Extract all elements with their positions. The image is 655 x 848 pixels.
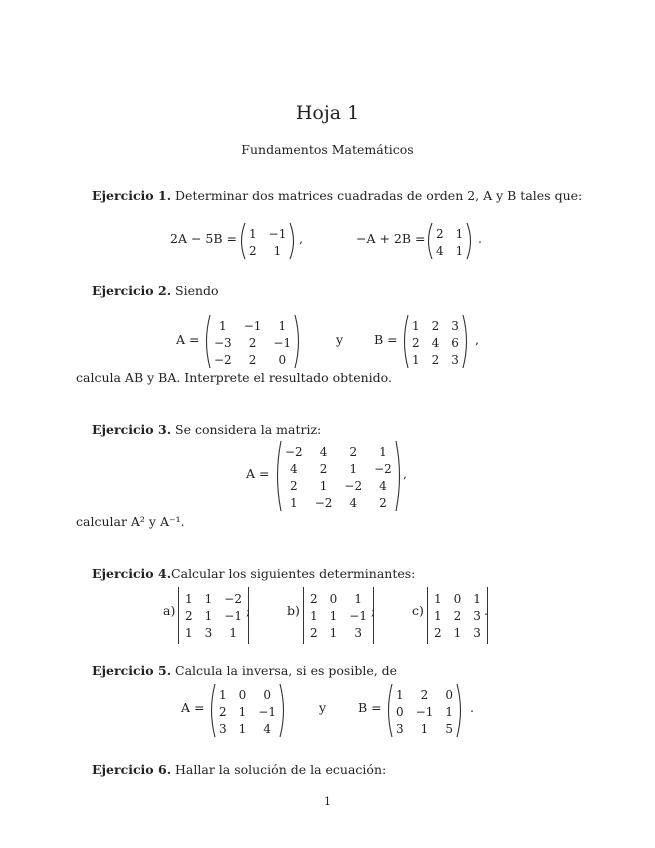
- matrix-entries: [216, 683, 279, 740]
- exercise-3-statement: [92, 422, 321, 437]
- matrix-entry: 0: [263, 687, 271, 702]
- exercise-4-text: Calcular los siguientes determinantes:: [171, 566, 416, 581]
- exercise-6-heading: Ejercicio 6.: [92, 762, 172, 777]
- matrix-entry: 2: [379, 495, 387, 510]
- matrix-entry: −1: [243, 318, 262, 333]
- matrix-entry: 1: [455, 243, 464, 258]
- ex1-end: .: [478, 231, 482, 246]
- matrix-entries: [307, 587, 370, 644]
- matrix-entry: 0: [453, 591, 462, 606]
- matrix-entry: −2: [214, 352, 232, 367]
- matrix-entry: 2: [185, 608, 193, 623]
- matrix-entry: 1: [329, 608, 338, 623]
- matrix-entries: [433, 222, 466, 262]
- matrix-entry: 1: [349, 461, 358, 476]
- matrix-entry: 1: [455, 226, 464, 241]
- matrix-entry: 1: [412, 318, 420, 333]
- matrix-entry: −1: [415, 704, 434, 719]
- matrix-entry: 2: [290, 478, 298, 493]
- ex4-label-c: c): [412, 603, 424, 618]
- ex5-end: .: [470, 700, 474, 715]
- matrix-entry: 1: [434, 608, 442, 623]
- matrix-entry: 1: [219, 687, 227, 702]
- ex2-matrix-b: [401, 314, 470, 371]
- right-paren: [395, 440, 403, 514]
- matrix-entry: 4: [431, 335, 440, 350]
- ex1-matrix-1: [238, 222, 297, 262]
- matrix-entry: 4: [349, 495, 358, 510]
- matrix-entry: 3: [451, 318, 459, 333]
- matrix-entry: 2: [248, 352, 257, 367]
- ex2-lhs-a: A =: [176, 332, 200, 347]
- matrix-entry: 3: [219, 721, 227, 736]
- ex4-determinant-c: [424, 587, 491, 644]
- matrix-entry: 0: [396, 704, 404, 719]
- matrix-entry: 1: [204, 591, 213, 606]
- matrix-entries: [393, 683, 456, 740]
- matrix-entry: 1: [379, 444, 387, 459]
- matrix-entry: 1: [219, 318, 227, 333]
- exercise-4-statement: [92, 566, 415, 581]
- matrix-entry: 2: [436, 226, 444, 241]
- left-paren: [425, 222, 433, 262]
- matrix-entry: 2: [431, 352, 440, 367]
- matrix-entry: −1: [224, 608, 242, 623]
- matrix-entry: 6: [451, 335, 459, 350]
- matrix-entry: 1: [445, 704, 453, 719]
- ex5-matrix-a: [208, 683, 287, 740]
- left-paren: [401, 314, 409, 371]
- ex1-separator: ,: [299, 231, 303, 246]
- matrix-entries: [246, 222, 289, 262]
- exercise-5-text: Calcula la inversa, si es posible, de: [171, 663, 398, 678]
- matrix-entry: 0: [278, 352, 287, 367]
- page-title: Hoja 1: [295, 102, 360, 124]
- matrix-entry: −1: [268, 226, 287, 241]
- left-paren: [208, 683, 216, 740]
- matrix-entry: 1: [473, 591, 481, 606]
- ex4-label-b: b): [287, 603, 300, 618]
- matrix-entry: 1: [329, 625, 338, 640]
- ex4-label-a: a): [163, 603, 176, 618]
- ex1-lhs-2: −A + 2B =: [356, 231, 426, 246]
- matrix-entry: −2: [224, 591, 242, 606]
- matrix-entry: 2: [349, 444, 358, 459]
- matrix-entry: 2: [420, 687, 429, 702]
- matrix-entry: 4: [290, 461, 298, 476]
- matrix-entry: 0: [329, 591, 338, 606]
- matrix-entry: 1: [354, 591, 362, 606]
- matrix-entry: 1: [238, 721, 247, 736]
- matrix-entry: 4: [319, 444, 328, 459]
- right-paren: [279, 683, 287, 740]
- ex2-conjunction: y: [336, 332, 344, 347]
- page-subtitle: Fundamentos Matemáticos: [241, 142, 414, 157]
- matrix-entry: 2: [319, 461, 328, 476]
- ex2-end: ,: [475, 332, 479, 347]
- right-paren: [466, 222, 474, 262]
- matrix-entry: 2: [412, 335, 420, 350]
- ex5-lhs-b: B =: [358, 700, 382, 715]
- ex4-determinant-a: [175, 587, 252, 644]
- ex2-after-text: calcula AB y BA. Interprete el resultado obtenido.: [76, 370, 392, 385]
- matrix-entry: −2: [344, 478, 363, 493]
- matrix-entries: [282, 440, 395, 514]
- det-bar-left: [178, 587, 179, 644]
- det-bar-left: [303, 587, 304, 644]
- ex3-matrix-a: [274, 440, 403, 514]
- matrix-entry: 3: [354, 625, 362, 640]
- matrix-entry: −2: [314, 495, 333, 510]
- matrix-entry: 0: [445, 687, 453, 702]
- right-paren: [289, 222, 297, 262]
- matrix-entry: 1: [204, 608, 213, 623]
- matrix-entries: [431, 587, 484, 644]
- exercise-2-heading: Ejercicio 2.: [92, 283, 172, 298]
- matrix-entry: 1: [319, 478, 328, 493]
- matrix-entry: 1: [290, 495, 298, 510]
- matrix-entry: 4: [263, 721, 271, 736]
- matrix-entry: 3: [473, 608, 481, 623]
- matrix-entry: 1: [412, 352, 420, 367]
- matrix-entry: 1: [434, 591, 442, 606]
- ex4-determinant-b: [300, 587, 377, 644]
- left-paren: [238, 222, 246, 262]
- matrix-entry: 2: [248, 335, 257, 350]
- matrix-entry: 0: [238, 687, 247, 702]
- ex1-lhs-1: 2A − 5B =: [170, 231, 237, 246]
- ex4-end: .: [484, 603, 488, 618]
- exercise-2-statement: [92, 283, 219, 298]
- matrix-entry: 5: [445, 721, 453, 736]
- left-paren: [385, 683, 393, 740]
- ex2-lhs-b: B =: [374, 332, 398, 347]
- exercise-3-text: Se considera la matriz:: [171, 422, 322, 437]
- matrix-entry: 2: [219, 704, 227, 719]
- ex5-conjunction: y: [319, 700, 327, 715]
- ex3-lhs-a: A =: [246, 466, 270, 481]
- matrix-entry: 1: [249, 226, 257, 241]
- matrix-entry: 1: [185, 591, 193, 606]
- matrix-entry: −2: [285, 444, 303, 459]
- exercise-3-heading: Ejercicio 3.: [92, 422, 172, 437]
- matrix-entry: 1: [229, 625, 237, 640]
- ex4-sep-b: ;: [371, 603, 376, 618]
- matrix-entry: −3: [214, 335, 232, 350]
- matrix-entry: 3: [396, 721, 404, 736]
- matrix-entry: 3: [473, 625, 481, 640]
- right-paren: [462, 314, 470, 371]
- matrix-entry: 1: [453, 625, 462, 640]
- matrix-entry: 1: [310, 608, 318, 623]
- page-number: 1: [324, 795, 331, 808]
- matrix-entry: 1: [278, 318, 287, 333]
- exercise-5-statement: [92, 663, 397, 678]
- matrix-entry: 3: [451, 352, 459, 367]
- matrix-entry: 2: [249, 243, 257, 258]
- exercise-2-text: Siendo: [171, 283, 219, 298]
- right-paren: [294, 314, 302, 371]
- matrix-entries: [409, 314, 462, 371]
- exercise-5-heading: Ejercicio 5.: [92, 663, 172, 678]
- exercise-6-text: Hallar la solución de la ecuación:: [171, 762, 387, 777]
- matrix-entry: 4: [436, 243, 444, 258]
- exercise-1-statement: [92, 188, 582, 203]
- matrix-entry: 2: [310, 591, 318, 606]
- ex5-matrix-b: [385, 683, 464, 740]
- matrix-entry: 1: [273, 243, 282, 258]
- matrix-entry: −1: [349, 608, 367, 623]
- matrix-entry: 2: [434, 625, 442, 640]
- ex4-sep-a: ;: [246, 603, 251, 618]
- left-paren: [203, 314, 211, 371]
- matrix-entry: 1: [420, 721, 429, 736]
- exercise-1-heading: Ejercicio 1.: [92, 188, 172, 203]
- ex3-end: ,: [403, 466, 407, 481]
- matrix-entry: −1: [258, 704, 276, 719]
- matrix-entry: 2: [431, 318, 440, 333]
- exercise-6-statement: [92, 762, 386, 777]
- ex2-matrix-a: [203, 314, 302, 371]
- left-paren: [274, 440, 282, 514]
- matrix-entry: −2: [374, 461, 392, 476]
- matrix-entry: 1: [238, 704, 247, 719]
- matrix-entry: 2: [310, 625, 318, 640]
- matrix-entry: 1: [185, 625, 193, 640]
- right-paren: [456, 683, 464, 740]
- matrix-entry: 2: [453, 608, 462, 623]
- ex5-lhs-a: A =: [181, 700, 205, 715]
- matrix-entries: [182, 587, 245, 644]
- ex3-after-text: calcular A² y A⁻¹.: [76, 514, 185, 529]
- ex1-matrix-2: [425, 222, 474, 262]
- exercise-4-heading: Ejercicio 4.: [92, 566, 172, 581]
- matrix-entry: 1: [396, 687, 404, 702]
- det-bar-left: [427, 587, 428, 644]
- matrix-entry: 4: [379, 478, 387, 493]
- matrix-entry: −1: [273, 335, 292, 350]
- matrix-entry: 3: [204, 625, 213, 640]
- matrix-entries: [211, 314, 294, 371]
- exercise-1-text: Determinar dos matrices cuadradas de orden 2, A y B tales que:: [171, 188, 583, 203]
